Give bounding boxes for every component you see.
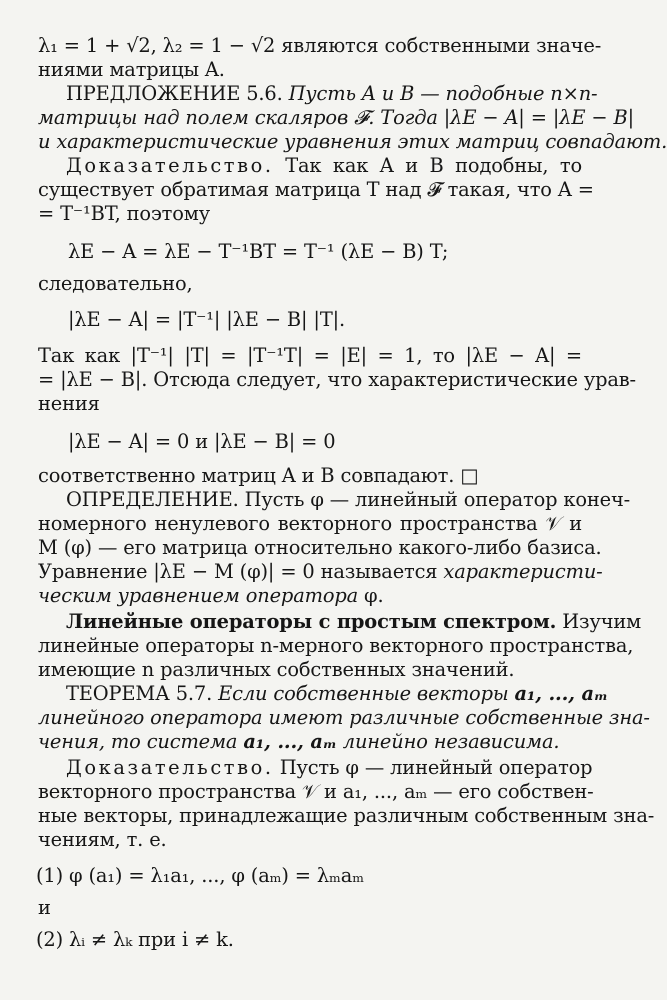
theorem-text: чения, то система a₁, ..., aₘ линейно независима. xyxy=(38,730,560,753)
formula: |λE − A| = 0 и |λE − B| = 0 xyxy=(68,430,336,453)
proof-heading: Доказательство. Так как A и B подобны, то xyxy=(66,154,582,177)
text-line: линейные операторы n-мерного векторного пространства, xyxy=(38,634,634,657)
text-line: = T⁻¹BT, поэтому xyxy=(38,202,210,225)
text-line: соответственно матриц A и B совпадают. □ xyxy=(38,464,479,487)
text-line: ные векторы, принадлежащие различным собственным зна- xyxy=(38,804,655,827)
text-line: Так как |T⁻¹| |T| = |T⁻¹T| = |E| = 1, то |λE − A| = xyxy=(38,344,582,367)
formula: |λE − A| = |T⁻¹| |λE − B| |T|. xyxy=(68,308,345,331)
text-line: существует обратимая матрица T над 𝓕 такая, что A = xyxy=(38,178,594,201)
text-line: векторного пространства 𝒱 и a₁, ..., aₘ — его собствен- xyxy=(38,780,594,803)
proposition-text: и характеристические уравнения этих матриц совпадают. xyxy=(38,130,667,153)
text-line: λ₁ = 1 + √2, λ₂ = 1 − √2 являются собственными значе- xyxy=(38,34,602,57)
text-line: ческим уравнением оператора φ. xyxy=(38,584,384,607)
text-line: ниями матрицы A. xyxy=(38,58,225,81)
formula: λE − A = λE − T⁻¹BT = T⁻¹ (λE − B) T; xyxy=(68,240,449,263)
text-line: номерного ненулевого векторного пространства 𝒱 и xyxy=(38,512,582,535)
proof-heading: Доказательство. Пусть φ — линейный оператор xyxy=(66,756,593,779)
text-line: M (φ) — его матрица относительно какого-либо базиса. xyxy=(38,536,602,559)
text-line: следовательно, xyxy=(38,272,193,295)
section-heading: Линейные операторы с простым спектром. Изучим xyxy=(66,610,642,633)
text-line: имеющие n различных собственных значений. xyxy=(38,658,515,681)
text-line: и xyxy=(38,896,51,919)
proposition-heading: ПРЕДЛОЖЕНИЕ 5.6. Пусть A и B — подобные n×n- xyxy=(66,82,598,105)
theorem-text: линейного оператора имеют различные собственные зна- xyxy=(38,706,650,729)
definition-heading: ОПРЕДЕЛЕНИЕ. Пусть φ — линейный оператор конеч- xyxy=(66,488,631,511)
text-line: Уравнение |λE − M (φ)| = 0 называется характеристи- xyxy=(38,560,603,583)
text-line: чениям, т. е. xyxy=(38,828,167,851)
equation-2: (2) λᵢ ≠ λₖ при i ≠ k. xyxy=(36,928,234,951)
equation-1: (1) φ (a₁) = λ₁a₁, ..., φ (aₘ) = λₘaₘ xyxy=(36,864,364,887)
proposition-text: матрицы над полем скаляров 𝓕. Тогда |λE − A| = |λE − B| xyxy=(38,106,634,129)
theorem-heading: ТЕОРЕМА 5.7. Если собственные векторы a₁, ..., aₘ xyxy=(66,682,608,705)
text-line: = |λE − B|. Отсюда следует, что характеристические урав- xyxy=(38,368,636,391)
text-line: нения xyxy=(38,392,100,415)
